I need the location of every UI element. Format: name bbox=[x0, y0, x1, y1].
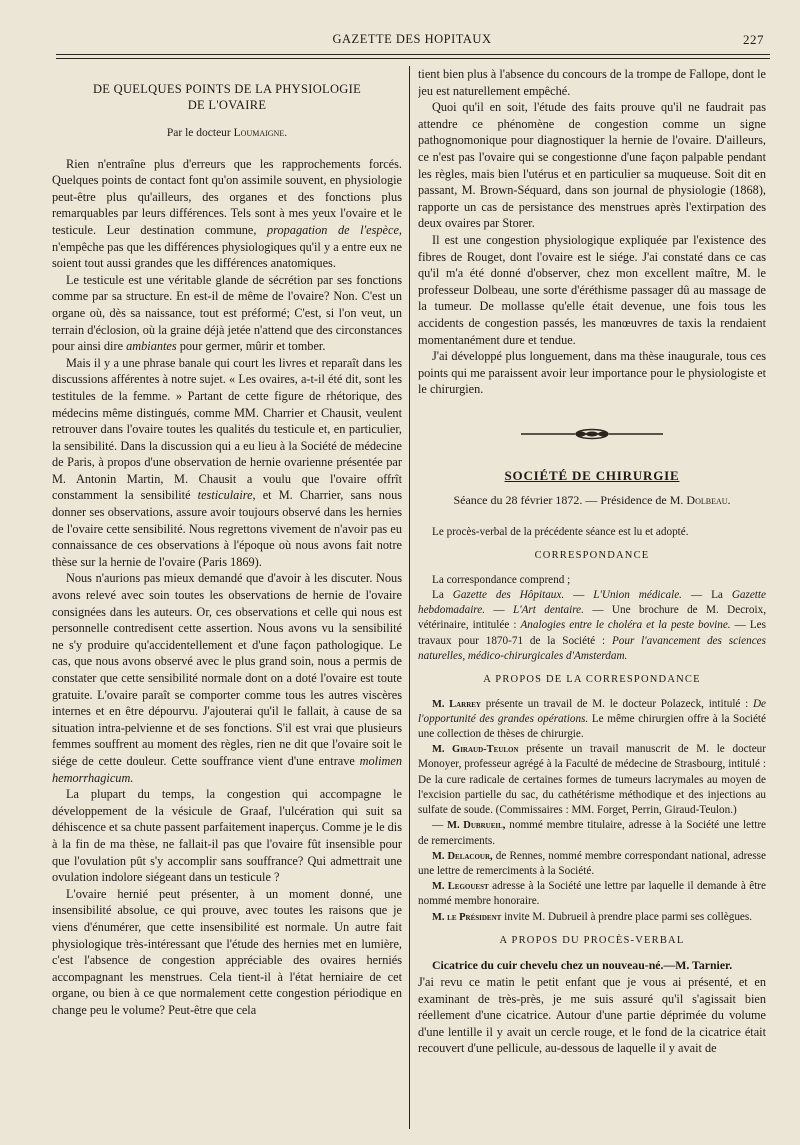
session-line bbox=[418, 492, 766, 509]
paragraph: L'ovaire hernié peut présenter, à un moment donné, une insensibilité absolue, ce qui prouve, avec toutes les raisons que je viens d'énumérer, que cette insensibilité est normale. Un autre fait physiologique très-intéressant que l'étude des hernies met en lumière, c'est l'absence de congestion appréciable des ovaires herniés accompagnant les menstrues. Cela tient-il à l'état herniaire de cet organe, ou bien à ce que normalement cette congestion périodique en change peu le volume? Peut-être que cela bbox=[52, 886, 402, 1017]
article-author bbox=[52, 125, 402, 142]
text: de Rennes, nommé membre correspondant national, adresse une lettre de remerciments à la Société. bbox=[418, 849, 766, 877]
paragraph bbox=[52, 570, 402, 786]
italic-text: De l'opportunité des grandes opérations. bbox=[418, 697, 766, 725]
author-prefix: Par le docteur bbox=[166, 127, 234, 139]
paragraph bbox=[418, 742, 766, 818]
page-number: 227 bbox=[743, 32, 764, 47]
text: — Les travaux pour 1870-71 de la Société : bbox=[418, 619, 766, 647]
italic-text: L'Art dentaire. bbox=[512, 604, 584, 617]
italic-text: ambiantes bbox=[126, 339, 177, 354]
paragraph bbox=[52, 156, 402, 272]
paragraph bbox=[52, 355, 402, 571]
italic-text: propagation de l'espèce, bbox=[267, 222, 402, 237]
president-name: Dolbeau. bbox=[686, 493, 731, 508]
italic-text: Pour l'avancement des sciences naturelles, médico-chirurgicales d'Amsterdam. bbox=[418, 634, 766, 662]
case-title: Cicatrice du cuir chevelu chez un nouveau-né.—M. Tarnier. bbox=[432, 958, 733, 973]
column-separator bbox=[409, 66, 410, 1129]
text: présente un travail manuscrit de M. le docteur Monoyer, professeur agrégé à la Faculté de médecine de Strasbourg, intitulé : De la cure radicale de certaines formes de tumeurs lacrymales au moyen de l'excision partielle du sac, du cathétérisme méthodique et des injections au sulfate de soude. (Commissaires : MM. Forget, Perrin, Giraud-Teulon.) bbox=[418, 743, 766, 817]
paragraph bbox=[418, 879, 766, 909]
italic-text: Gazette hebdomadaire. bbox=[418, 589, 766, 617]
ornament-divider-icon bbox=[517, 428, 667, 440]
text: La bbox=[432, 589, 453, 602]
paragraph: Quoi qu'il en soit, l'étude des faits prouve qu'il ne faudrait pas attendre ce phénomène de congestion comme un signe pathognomonique pour diagnostiquer la hernie de l'ovaire. D'ailleurs, ce n'est pas l'ovaire qui se congestionne d'une façon palpable pendant les règles, mais bien l'utérus et en particulier sa muqueuse. Soit dit en passant, M. Brown-Séquard, dans son journal de physiologie (1868), rapporte un cas de persistance des menstrues après l'extirpation des deux ovaires par Storer. bbox=[418, 100, 766, 231]
article-title bbox=[52, 82, 402, 113]
paragraph: J'ai développé plus longuement, dans ma thèse inaugurale, tous ces points qui me paraissent avoir leur importance pour le physiologiste et le chirurgien. bbox=[418, 349, 766, 397]
paragraph: Le procès-verbal de la précédente séance est lu et adopté. bbox=[432, 526, 689, 539]
paragraph: J'ai revu ce matin le petit enfant que je vous ai présenté, et en examinant de très-près, je me suis assuré qu'il s'agissait bien réellement d'une cicatrice. Autour d'une partie déprimée du volume d'une lentille il y avait un cercle rouge, et le fond de la cicatrice était recouvert d'une pellicule, au-dessous de laquelle il y avait de bbox=[418, 974, 766, 1056]
paragraph bbox=[418, 957, 766, 974]
paragraph: La plupart du temps, la congestion qui accompagne le développement de la vésicule de Graaf, l'ulcération qui suit sa déhiscence et sa chute passent parfaitement inaperçus. Comme je le dis à la fin de ma thèse, ne fallait-il pas que l'ovaire fût insensible pour que l'ovulation pût s'y accomplir sans souffrance? Qui admettrait une ovulation indolore siégeant dans un testicule ? bbox=[52, 787, 402, 885]
paragraph: La correspondance comprend ; bbox=[432, 573, 571, 586]
italic-text: testiculaire, bbox=[197, 488, 256, 503]
italic-text: Analogies entre le choléra et la peste bovine. bbox=[520, 619, 731, 632]
text: présente un travail de M. le docteur Polazeck, intitulé : bbox=[481, 697, 753, 710]
speaker-name: M. Larrey bbox=[432, 698, 481, 710]
header-rule-thin bbox=[56, 58, 770, 59]
paragraph bbox=[418, 818, 766, 848]
text: — bbox=[432, 819, 448, 832]
speaker-name: M. Dubrueil, bbox=[447, 820, 506, 832]
italic-text: Gazette des Hôpitaux. bbox=[452, 589, 565, 602]
paragraph bbox=[418, 910, 766, 925]
article-title-line1: DE QUELQUES POINTS DE LA PHYSIOLOGIE bbox=[92, 82, 362, 96]
header-rule bbox=[56, 54, 770, 55]
paragraph bbox=[418, 697, 766, 743]
paragraph bbox=[52, 272, 402, 355]
text: — La bbox=[681, 589, 732, 602]
left-column bbox=[52, 66, 402, 1129]
journal-title: GAZETTE DES HOPITAUX bbox=[332, 32, 492, 46]
paragraph: tient bien plus à l'absence du concours de la trompe de Fallope, dont le jeu est naturellement empêché. bbox=[418, 67, 766, 98]
text: Rien n'entraîne plus d'erreurs que les rapprochements forcés. Quelques points de contact font qu'on assimile souvent, en physiologie peut-être plus qu'ailleurs, des organes et des fonctions plus remarquables par leurs différences. Tels sont à mes yeux l'ovaire et le testicule. Leur destination commune, bbox=[52, 156, 402, 237]
text: invite M. Dubrueil à prendre place parmi ses collègues. bbox=[501, 910, 753, 923]
italic-text: L'Union médicale. bbox=[593, 589, 682, 602]
italic-text: molimen hemorrhagicum. bbox=[52, 753, 402, 785]
running-head bbox=[56, 32, 768, 50]
text: Nous n'aurions pas mieux demandé que d'avoir à les discuter. Nous avons relevé avec soin toutes les observations de hernie de l'ovaire consignées dans les auteurs. Or, ces observations et celle qui nous est personnelle contredisent cette assertion. Nous avons vu la sensibilité ne s'y produire qu'accidentellement et d'une façon pathologique. Le cas, que nous avons observé avec le plus grand soin, nous a permis de constater que cette sensibilité normale dont on a doté l'ovaire est toute gratuite. L'ovaire paraît se comporter comme tous les autres viscères internes et en être dépourvu. J'ajouterai qu'il le fallait, à cause de sa situation intra-pelvienne et de ses fonctions. S'il est vrai que plusieurs femmes souffrent au moment des règles, rien ne dit que l'ovaire soit le siége de cette douleur. Cette souffrance vient d'une entrave bbox=[52, 571, 402, 768]
right-column bbox=[418, 66, 766, 1129]
subsection-heading: A PROPOS DE LA CORRESPONDANCE bbox=[483, 674, 701, 686]
paragraph bbox=[418, 588, 766, 664]
paragraph: Il est une congestion physiologique expliquée par l'existence des fibres de Rouget, dont l'ovaire est le siége. J'ai constaté dans ce cas qu'il m'a été donné d'observer, chez mon excellent maître, M. le professeur Dolbeau, une sorte d'éréthisme passager dû au massage de la tumeur. De mollasse qu'elle était devenue, une fois tous les accidents de congestion passés, les manœuvres de taxis la rendaient momentanément dure et tendue. bbox=[418, 232, 766, 347]
text: Le même chirurgien offre à la Société une collection de thèses de chirurgie. bbox=[418, 712, 766, 741]
text: — bbox=[564, 589, 594, 602]
text: — bbox=[485, 604, 513, 617]
text: pour germer, mûrir et tomber. bbox=[176, 339, 326, 354]
speaker-name: M. Legouest bbox=[432, 881, 489, 893]
text: — Une brochure de M. Decroix, vétérinaire, intitulée : bbox=[418, 604, 766, 632]
text: et M. Charrier, sans nous donner ses observations, assure avoir toujours observé dans les hernies de l'ovaire cette sensibilité. Nous regrettons vivement de n'avoir pas eu connaissance de ces observations à l'époque où nous avons fait notre thèse sur la hernie de l'ovaire (Paris 1869). bbox=[52, 488, 402, 569]
paragraph bbox=[418, 849, 766, 879]
subsection-heading: A PROPOS DU PROCÈS-VERBAL bbox=[499, 934, 685, 946]
text: adresse à la Société une lettre par laquelle il demande à être nommé membre honoraire. bbox=[418, 880, 766, 908]
section-title: SOCIÉTÉ DE CHIRURGIE bbox=[504, 467, 680, 483]
text: Le testicule est une véritable glande de sécrétion par ses fonctions comme par sa structure. En est-il de même de l'ovaire? Non. C'est un organe où, dès sa naissance, tout est préformé; C'est, si l'on veut, un terrain d'éclosion, où la graine déjà jetée n'attend que des circonstances pour ainsi dire bbox=[52, 272, 402, 354]
subsection-heading: CORRESPONDANCE bbox=[534, 550, 650, 562]
text: nommé membre titulaire, adresse à la Société une lettre de remerciments. bbox=[418, 819, 766, 847]
article-title-line2: DE L'OVAIRE bbox=[187, 97, 267, 112]
speaker-name: M. le Président bbox=[432, 911, 502, 923]
author-name: Loumaigne. bbox=[233, 127, 288, 139]
text: n'empêche pas que les différences physiologiques qu'il y a entre eux ne soient tout aussi grandes que les différences anatomiques. bbox=[52, 239, 402, 271]
speaker-name: M. Giraud-Teulon bbox=[432, 744, 519, 756]
text: Mais il y a une phrase banale qui court les livres et reparaît dans les discussions afférentes à notre sujet. « Les ovaires, a-t-il été dit, sont les testitules de la femme. » Partant de cette figure de rhétorique, des médecins même distingués, comme MM. Charrier et Chausit, veulent retrouver dans l'ovaire toutes les qualités du testicule et, en particulier, la sensibilité. Dans la discussion qui a eu lieu à la Société de médecine de Paris, à propos d'une observation de hernie ovarienne présentée par M. Antonin Martin, M. Chausit a voulu que l'ovaire offrît constamment la sensibilité bbox=[52, 355, 402, 503]
speaker-name: M. Delacour, bbox=[432, 850, 493, 862]
text: Séance du 28 février 1872. — Présidence de M. bbox=[453, 493, 687, 508]
